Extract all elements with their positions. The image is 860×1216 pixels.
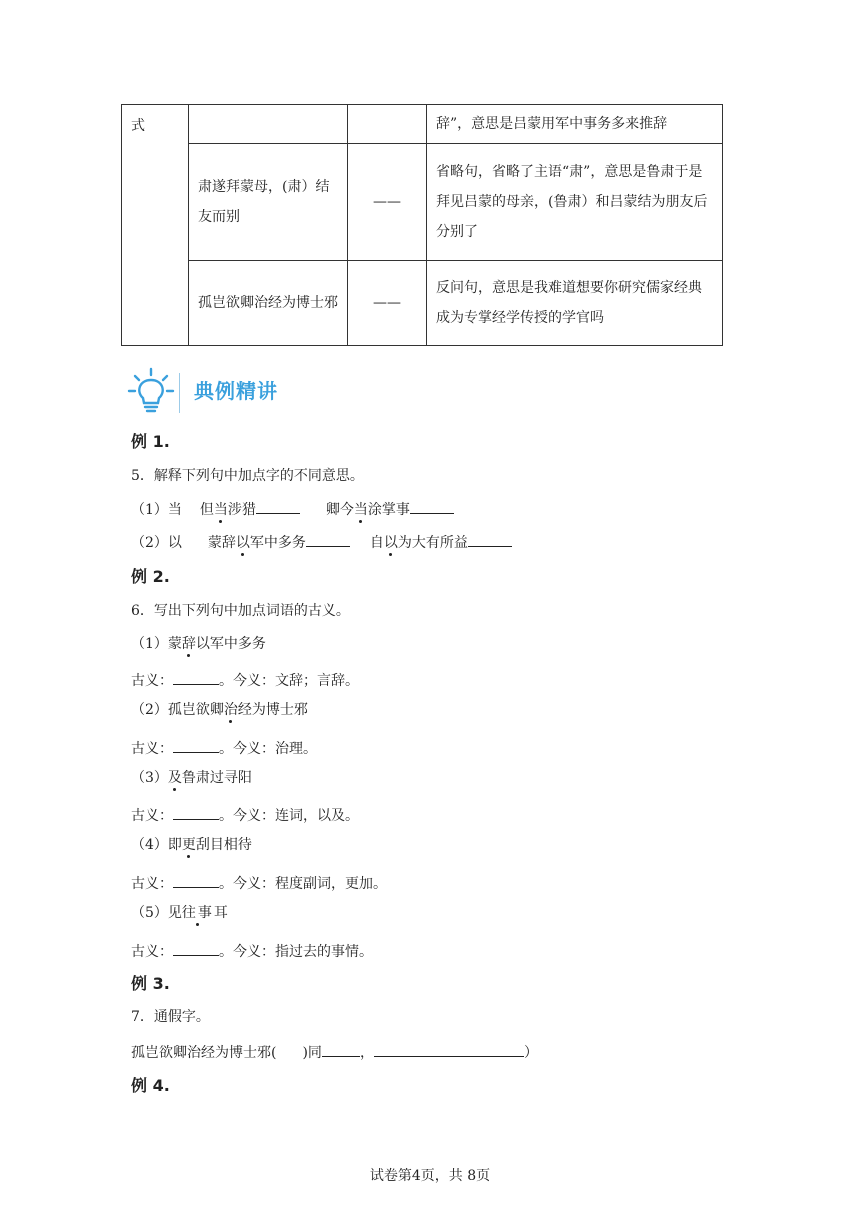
table-row	[122, 144, 723, 261]
example-label: 例 3.	[131, 974, 170, 993]
question-7-line: 孤岂欲卿治经为博士邪( )同 ， ）	[131, 1041, 538, 1063]
answer-blank[interactable]	[173, 737, 219, 753]
table-cell-explanation: 辞”，意思是吕蒙用军中事务多来推辞	[427, 105, 723, 144]
answer-blank[interactable]	[410, 498, 454, 514]
table-cell-explanation: 反问句，意思是我难道想要你研究儒家经典成为专掌经学传授的学官吗	[427, 261, 723, 346]
page-footer: 试卷第4页，共 8页	[369, 1168, 491, 1184]
answer-blank[interactable]	[306, 531, 350, 547]
example-label: 例 2.	[131, 567, 170, 586]
question-6: 6．写出下列句中加点词语的古义。	[131, 603, 350, 619]
table-cell-sentence	[189, 105, 348, 144]
example-label: 例 4.	[131, 1076, 170, 1095]
question-6-item-2: （2）孤岂欲卿治经为博士邪	[131, 702, 308, 718]
answer-line: 古义： 。今义：程度副词，更加。	[131, 872, 387, 894]
question-6-item-1: （1）蒙辞以军中多务	[131, 636, 266, 652]
table-cell-mark	[348, 105, 427, 144]
answer-blank[interactable]	[256, 498, 300, 514]
table-cell-type: 式	[122, 105, 189, 346]
section-divider	[179, 373, 180, 413]
question-6-item-5: （5）见往事耳	[131, 905, 228, 921]
section-header	[126, 367, 426, 417]
question-5-item-2: （2）以 蒙辞以军中多务 自以为大有所益	[131, 531, 512, 553]
table-cell-sentence: 孤岂欲卿治经为博士邪	[189, 261, 348, 346]
table-cell-explanation: 省略句，省略了主语“肃”，意思是鲁肃于是拜见吕蒙的母亲，(鲁肃）和吕蒙结为朋友后分别了	[427, 144, 723, 261]
table-row	[122, 261, 723, 346]
section-title: 典例精讲	[194, 379, 278, 403]
answer-line: 古义： 。今义：连词，以及。	[131, 804, 359, 826]
answer-blank[interactable]	[468, 531, 512, 547]
question-6-item-4: （4）即更刮目相待	[131, 837, 252, 853]
table-cell-mark: ——	[348, 261, 427, 346]
answer-blank[interactable]	[173, 804, 219, 820]
answer-blank[interactable]	[173, 669, 219, 685]
question-6-item-3: （3）及鲁肃过寻阳	[131, 770, 252, 786]
lightbulb-icon	[126, 367, 176, 417]
answer-blank[interactable]	[173, 940, 219, 956]
answer-line: 古义： 。今义：文辞；言辞。	[131, 669, 359, 691]
answer-blank[interactable]	[374, 1041, 524, 1057]
grammar-table	[121, 104, 723, 346]
question-7: 7．通假字。	[131, 1009, 210, 1025]
table-cell-mark: ——	[348, 144, 427, 261]
question-5-item-1: （1）当 但当涉猎 卿今当涂掌事	[131, 498, 454, 520]
table-cell-sentence: 肃遂拜蒙母，(肃）结友而别	[189, 144, 348, 261]
answer-blank[interactable]	[173, 872, 219, 888]
example-label: 例 1.	[131, 432, 170, 451]
question-5: 5．解释下列句中加点字的不同意思。	[131, 468, 364, 484]
answer-line: 古义： 。今义：治理。	[131, 737, 317, 759]
table-row	[122, 105, 723, 144]
answer-line: 古义： 。今义：指过去的事情。	[131, 940, 373, 962]
answer-blank[interactable]	[322, 1041, 360, 1057]
